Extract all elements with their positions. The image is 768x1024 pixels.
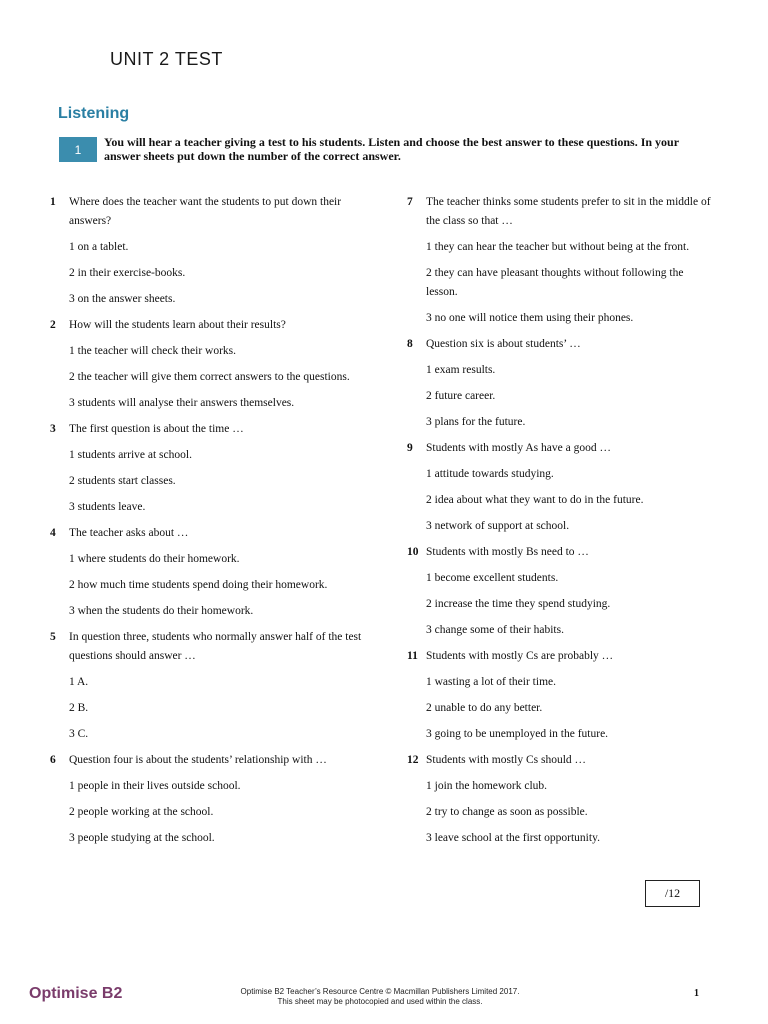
question-number: 9 [407,442,413,454]
answer-option: 2 idea about what they want to do in the future. [426,494,644,506]
answer-option: 2 students start classes. [69,475,176,487]
answer-option: 1 on a tablet. [69,241,129,253]
question-2 [50,316,370,420]
question-text: The teacher thinks some students prefer to sit in the middle of the class so that … [426,196,711,227]
question-7 [407,193,717,335]
question-number: 4 [50,527,56,539]
answer-option: 1 students arrive at school. [69,449,192,461]
question-text: How will the students learn about their results? [69,319,286,331]
answer-option: 1 attitude towards studying. [426,468,554,480]
question-text: Where does the teacher want the students to put down their answers? [69,196,342,227]
page-number: 1 [694,988,699,999]
question-3 [50,420,370,524]
answer-option: 2 try to change as soon as possible. [426,806,588,818]
question-4 [50,524,370,628]
question-number: 10 [407,546,419,558]
question-number: 5 [50,631,56,643]
exercise-instruction: You will hear a teacher giving a test to his students. Listen and choose the best answer to these questions. In your answer sheets put down the number of the correct answer. [104,135,679,163]
answer-option: 2 the teacher will give them correct answers to the questions. [69,371,350,383]
answer-option: 3 students will analyse their answers themselves. [69,397,295,409]
answer-option: 2 in their exercise-books. [69,267,186,279]
answer-option: 1 the teacher will check their works. [69,345,237,357]
question-text: Students with mostly Cs should … [426,754,587,766]
answer-option: 2 unable to do any better. [426,702,543,714]
answer-option: 2 they can have pleasant thoughts without following the lesson. [426,267,684,298]
answer-option: 2 how much time students spend doing their homework. [69,579,328,591]
answer-option: 1 they can hear the teacher but without being at the front. [426,241,690,253]
question-number: 8 [407,338,413,350]
answer-option: 1 A. [69,676,89,688]
question-text: In question three, students who normally answer half of the test questions should answer … [69,631,362,662]
answer-option: 1 become excellent students. [426,572,559,584]
question-number: 11 [407,650,418,662]
footer-credits [230,987,530,1007]
answer-option: 3 going to be unemployed in the future. [426,728,609,740]
answer-option: 1 where students do their homework. [69,553,240,565]
question-number: 7 [407,196,413,208]
question-number: 2 [50,319,56,331]
answer-option: 3 on the answer sheets. [69,293,176,305]
question-number: 6 [50,754,56,766]
answer-option: 3 plans for the future. [426,416,526,428]
answer-option: 1 join the homework club. [426,780,548,792]
section-heading: Listening [58,105,130,122]
question-text: Students with mostly As have a good … [426,442,611,454]
answer-option: 3 leave school at the first opportunity. [426,832,600,844]
question-6 [50,751,370,855]
answer-option: 2 future career. [426,390,496,402]
answer-option: 2 increase the time they spend studying. [426,598,611,610]
answer-option: 3 C. [69,728,89,740]
answer-option: 1 exam results. [426,364,496,376]
question-text: Students with mostly Bs need to … [426,546,589,558]
question-10 [407,543,717,647]
answer-option: 2 B. [69,702,89,714]
question-1 [50,193,370,316]
answer-option: 3 no one will notice them using their phones. [426,312,634,324]
question-12 [407,751,717,855]
questions-left-column [50,193,370,855]
answer-option: 3 students leave. [69,501,146,513]
question-text: The first question is about the time … [69,423,244,435]
question-text: Question four is about the students’ relationship with … [69,754,327,766]
answer-option: 3 when the students do their homework. [69,605,254,617]
question-8 [407,335,717,439]
question-text: Question six is about students’ … [426,338,581,350]
answer-option: 3 change some of their habits. [426,624,564,636]
question-text: Students with mostly Cs are probably … [426,650,614,662]
question-number: 1 [50,196,56,208]
question-5 [50,628,370,751]
score-box: /12 [645,880,700,907]
exercise-number-badge: 1 [59,137,97,162]
question-text: The teacher asks about … [69,527,189,539]
answer-option: 2 people working at the school. [69,806,214,818]
question-11 [407,647,717,751]
answer-option: 3 people studying at the school. [69,832,215,844]
answer-option: 1 wasting a lot of their time. [426,676,556,688]
footer-copyright: Optimise B2 Teacher’s Resource Centre © Macmillan Publishers Limited 2017. [240,987,520,996]
answer-option: 1 people in their lives outside school. [69,780,241,792]
question-number: 12 [407,754,419,766]
page-title: UNIT 2 TEST [110,49,223,69]
answer-option: 3 network of support at school. [426,520,570,532]
brand-logo: Optimise B2 [29,985,123,1002]
question-9 [407,439,717,543]
footer-photocopy-note: This sheet may be photocopied and used within the class. [277,997,483,1006]
questions-right-column [407,193,717,855]
question-number: 3 [50,423,56,435]
